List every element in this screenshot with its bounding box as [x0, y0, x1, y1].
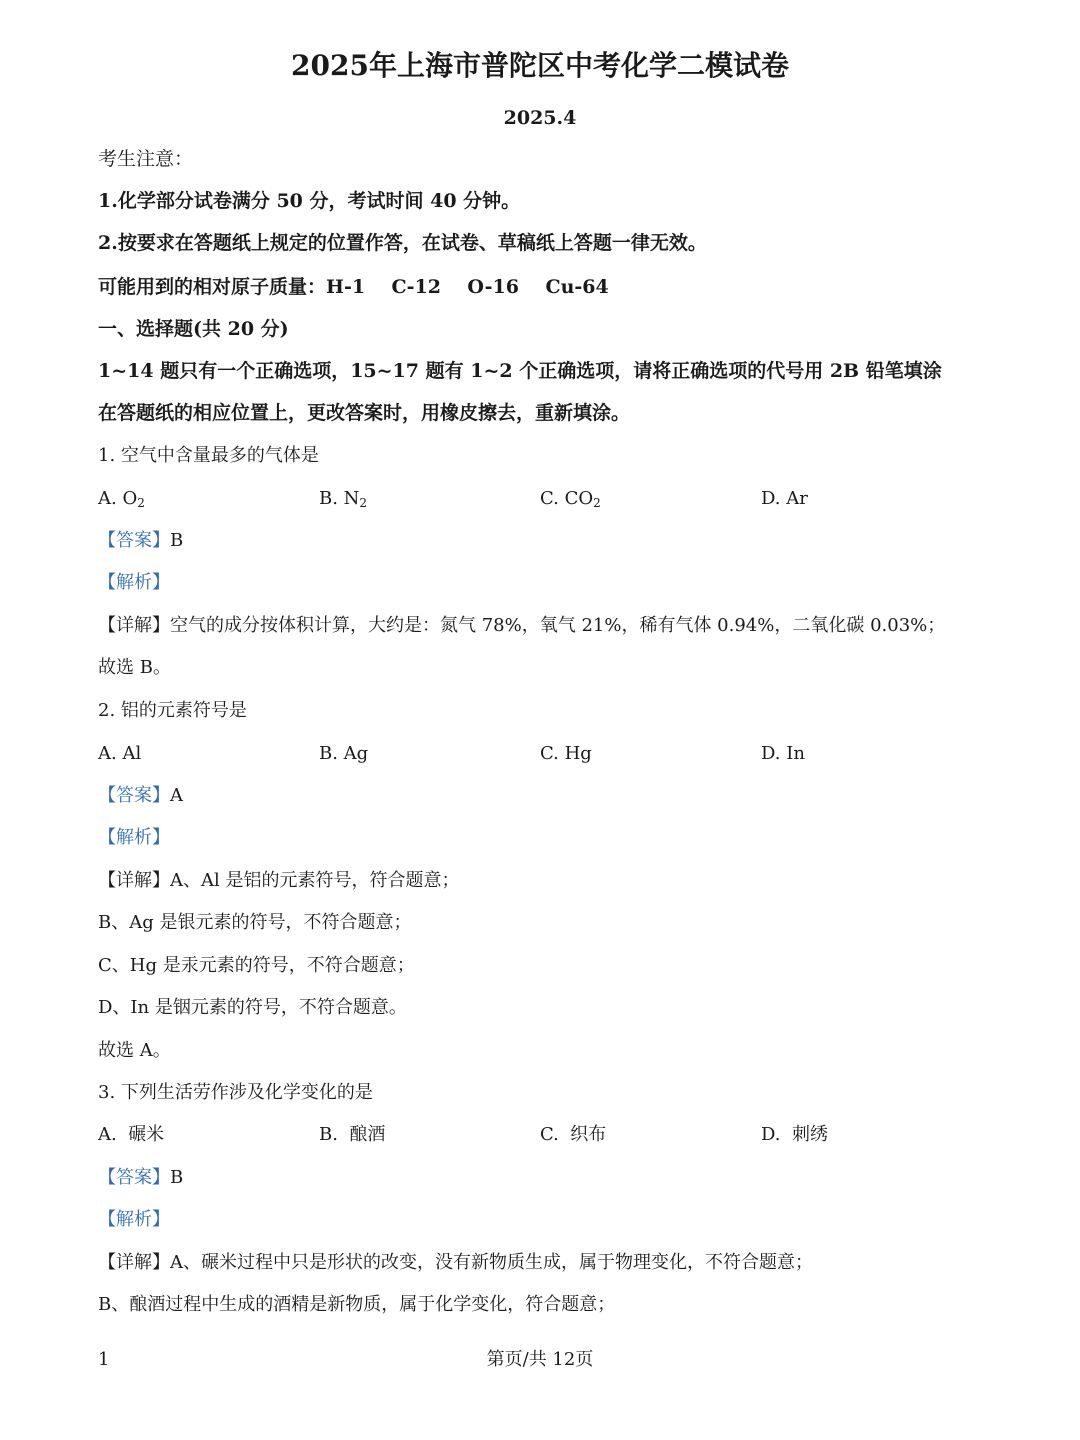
q3-analysis — [98, 1205, 170, 1235]
q2-option-d: D. In — [761, 743, 805, 764]
q2-detail-b: B、Ag 是银元素的符号，不符合题意； — [98, 912, 412, 933]
q1-option-a: A. $O_2$ — [98, 488, 145, 510]
q3-option-b: B. 酿酒 — [319, 1124, 386, 1145]
section-heading: 一、选择题(共 20 分) — [98, 318, 289, 340]
page-number: 1 — [98, 1349, 110, 1370]
q2-detail-a: 【详解】A、Al 是铝的元素符号，符合题意； — [98, 870, 460, 891]
page-info: 第页/共 12页 — [486, 1349, 594, 1370]
answer-tag: 【答案】 — [98, 530, 170, 551]
section-instruction-line-1: 1~14 题只有一个正确选项，15~17 题有 1~2 个正确选项，请将正确选项的代号用 2B 铅笔填涂 — [98, 360, 942, 382]
notice-item-2: 2.按要求在答题纸上规定的位置作答，在试卷、草稿纸上答题一律无效。 — [98, 232, 707, 254]
q2-stem: 2. 铝的元素符号是 — [98, 700, 247, 721]
q1-option-c: C. $CO_2$ — [540, 488, 601, 510]
analysis-tag: 【解析】 — [98, 1209, 170, 1230]
q1-analysis — [98, 568, 170, 598]
detail-tag: 【详解】 — [98, 615, 170, 636]
answer-tag: 【答案】 — [98, 785, 170, 806]
q1-detail: 【详解】空气的成分按体积计算，大约是：氮气 78%，氧气 21%，稀有气体 0.94%，二氧化碳 0.03%； — [98, 615, 946, 636]
notice-item-1: 1.化学部分试卷满分 50 分，考试时间 40 分钟。 — [98, 190, 521, 212]
q1-conclusion: 故选 B。 — [98, 657, 171, 678]
page-title: 2025年上海市普陀区中考化学二模试卷 — [291, 49, 789, 82]
q2-option-b: B. Ag — [319, 743, 369, 764]
q2-detail-d: D、In 是铟元素的符号，不符合题意。 — [98, 997, 407, 1018]
q2-conclusion: 故选 A。 — [98, 1040, 171, 1061]
detail-tag: 【详解】 — [98, 870, 170, 891]
q2-detail-c: C、Hg 是汞元素的符号，不符合题意； — [98, 955, 415, 976]
q3-option-d: D. 刺绣 — [761, 1124, 828, 1145]
q3-option-a: A. 碾米 — [98, 1124, 165, 1145]
q3-option-c: C. 织布 — [540, 1124, 607, 1145]
q1-answer: 【答案】B — [98, 530, 184, 551]
q2-option-a: A. Al — [98, 743, 142, 764]
q1-option-d: D. Ar — [761, 488, 808, 509]
atomic-mass-line: 可能用到的相对原子质量：H-1 C-12 O-16 Cu-64 — [98, 276, 609, 298]
q1-stem: 1. 空气中含量最多的气体是 — [98, 445, 319, 466]
detail-tag: 【详解】 — [98, 1252, 170, 1273]
notice-heading: 考生注意： — [98, 148, 194, 170]
q2-analysis — [98, 823, 170, 853]
answer-tag: 【答案】 — [98, 1167, 170, 1188]
section-instruction-line-2: 在答题纸的相应位置上，更改答案时，用橡皮擦去，重新填涂。 — [98, 402, 631, 424]
analysis-tag: 【解析】 — [98, 827, 170, 848]
q3-detail-b: B、酿酒过程中生成的酒精是新物质，属于化学变化，符合题意； — [98, 1294, 616, 1315]
q2-option-c: C. Hg — [540, 743, 592, 764]
exam-date: 2025.4 — [503, 107, 577, 129]
q3-answer: 【答案】B — [98, 1167, 184, 1188]
analysis-tag: 【解析】 — [98, 572, 170, 593]
q3-stem: 3. 下列生活劳作涉及化学变化的是 — [98, 1082, 373, 1103]
q2-answer: 【答案】A — [98, 785, 183, 806]
q1-option-b: B. $N_2$ — [319, 488, 368, 510]
q3-detail-a: 【详解】A、碾米过程中只是形状的改变，没有新物质生成，属于物理变化，不符合题意； — [98, 1252, 813, 1273]
